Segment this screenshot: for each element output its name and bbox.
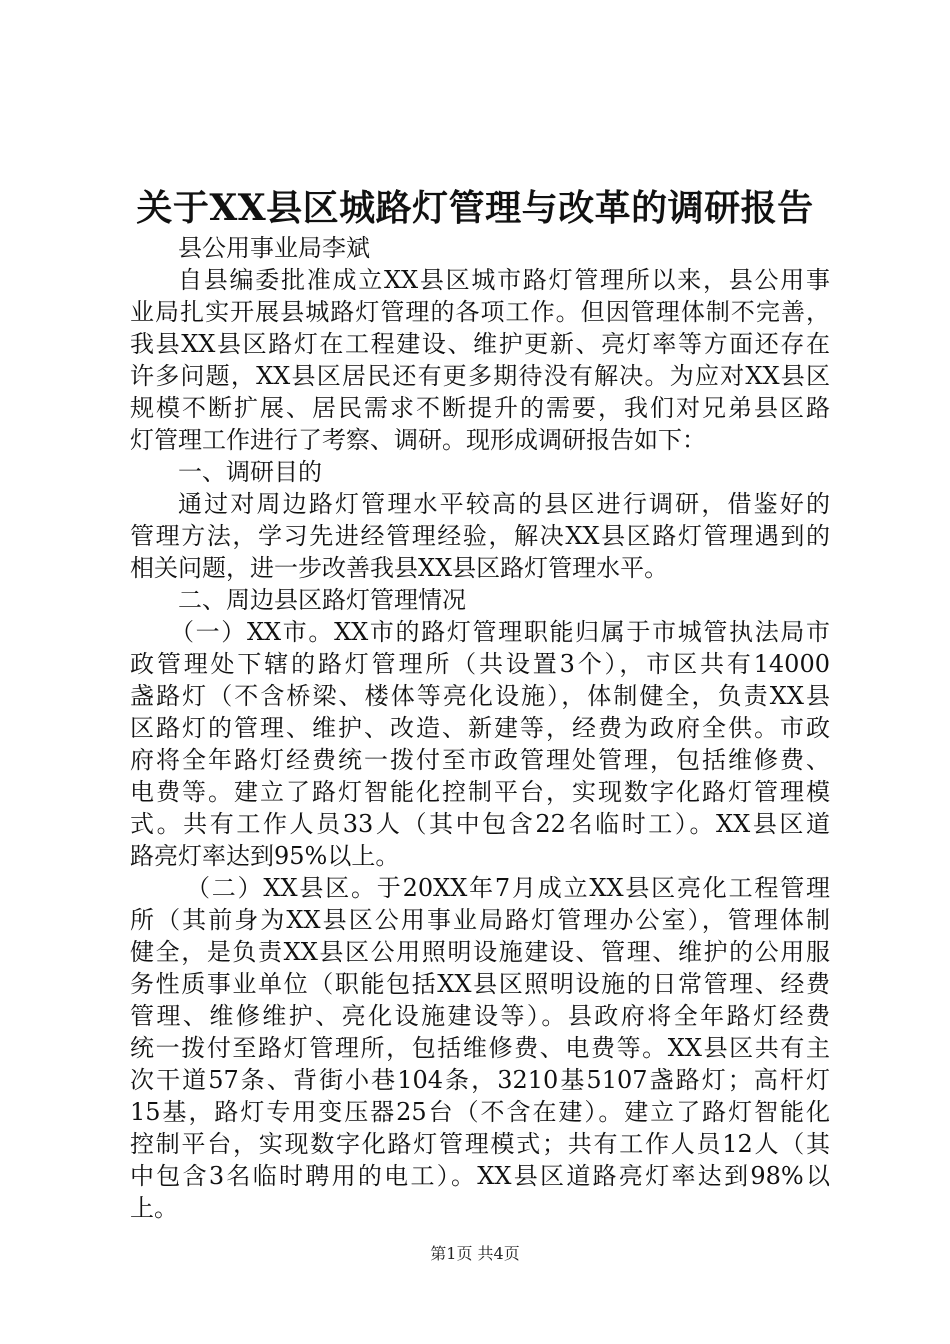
document-body <box>130 232 830 1224</box>
section2-part1-line: 府将全年路灯经费统一拨付至市政管理处管理，包括维修费、 <box>130 746 830 774</box>
section1-line: 通过对周边路灯管理水平较高的县区进行调研，借鉴好的 <box>178 490 830 518</box>
page-footer: 第1页 共4页 <box>430 1244 520 1263</box>
section2-part2-line: 所（其前身为XX县区公用事业局路灯管理办公室），管理体制 <box>130 906 830 934</box>
section2-part2-line: 中包含3名临时聘用的电工）。XX县区道路亮灯率达到98%以 <box>130 1162 830 1190</box>
section2-part2-line: （二）XX县区。于20XX年7月成立XX县区亮化工程管理 <box>186 874 830 902</box>
section2-part2-line: 上。 <box>130 1194 178 1222</box>
section-heading: 二、周边县区路灯管理情况 <box>178 586 466 614</box>
section1-line: 相关问题，进一步改善我县XX县区路灯管理水平。 <box>130 554 669 582</box>
section2-part1-line: （一）XX市。XX市的路灯管理职能归属于市城管执法局市 <box>170 618 830 646</box>
section2-part1-line: 式。共有工作人员33人（其中包含22名临时工）。XX县区道 <box>130 810 830 838</box>
section2-part2-line: 统一拨付至路灯管理所，包括维修费、电费等。XX县区共有主 <box>130 1034 830 1062</box>
intro-line: 我县XX县区路灯在工程建设、维护更新、亮灯率等方面还存在 <box>130 330 830 358</box>
section2-part2-line: 次干道57条、背街小巷104条，3210基5107盏路灯；高杆灯 <box>130 1066 830 1094</box>
intro-line: 业局扎实开展县城路灯管理的各项工作。但因管理体制不完善， <box>130 298 830 326</box>
section2-part1-line: 盏路灯（不含桥梁、楼体等亮化设施），体制健全，负责XX县 <box>130 682 830 710</box>
intro-line: 自县编委批准成立XX县区城市路灯管理所以来，县公用事 <box>178 266 830 294</box>
intro-line: 许多问题，XX县区居民还有更多期待没有解决。为应对XX县区 <box>130 362 830 390</box>
document-title: 关于XX县区城路灯管理与改革的调研报告 <box>136 187 814 229</box>
intro-line: 灯管理工作进行了考察、调研。现形成调研报告如下： <box>130 426 706 454</box>
intro-line: 规模不断扩展、居民需求不断提升的需要，我们对兄弟县区路 <box>130 394 830 422</box>
section-heading: 一、调研目的 <box>178 458 322 486</box>
section2-part2-line: 15基，路灯专用变压器25台（不含在建）。建立了路灯智能化 <box>130 1098 830 1126</box>
section2-part1-line: 路亮灯率达到95%以上。 <box>130 842 400 870</box>
section2-part2-line: 健全，是负责XX县区公用照明设施建设、管理、维护的公用服 <box>130 938 830 966</box>
section2-part1-line: 政管理处下辖的路灯管理所（共设置3个），市区共有14000 <box>130 650 830 678</box>
section2-part1-line: 电费等。建立了路灯智能化控制平台，实现数字化路灯管理模 <box>130 778 830 806</box>
section2-part1-line: 区路灯的管理、维护、改造、新建等，经费为政府全供。市政 <box>130 714 830 742</box>
section2-part2-line: 务性质事业单位（职能包括XX县区照明设施的日常管理、经费 <box>130 970 830 998</box>
section1-line: 管理方法，学习先进经管理经验，解决XX县区路灯管理遇到的 <box>130 522 830 550</box>
author-line: 县公用事业局李斌 <box>178 234 370 262</box>
section2-part2-line: 管理、维修维护、亮化设施建设等）。县政府将全年路灯经费 <box>130 1002 830 1030</box>
section2-part2-line: 控制平台，实现数字化路灯管理模式；共有工作人员12人（其 <box>130 1130 830 1158</box>
